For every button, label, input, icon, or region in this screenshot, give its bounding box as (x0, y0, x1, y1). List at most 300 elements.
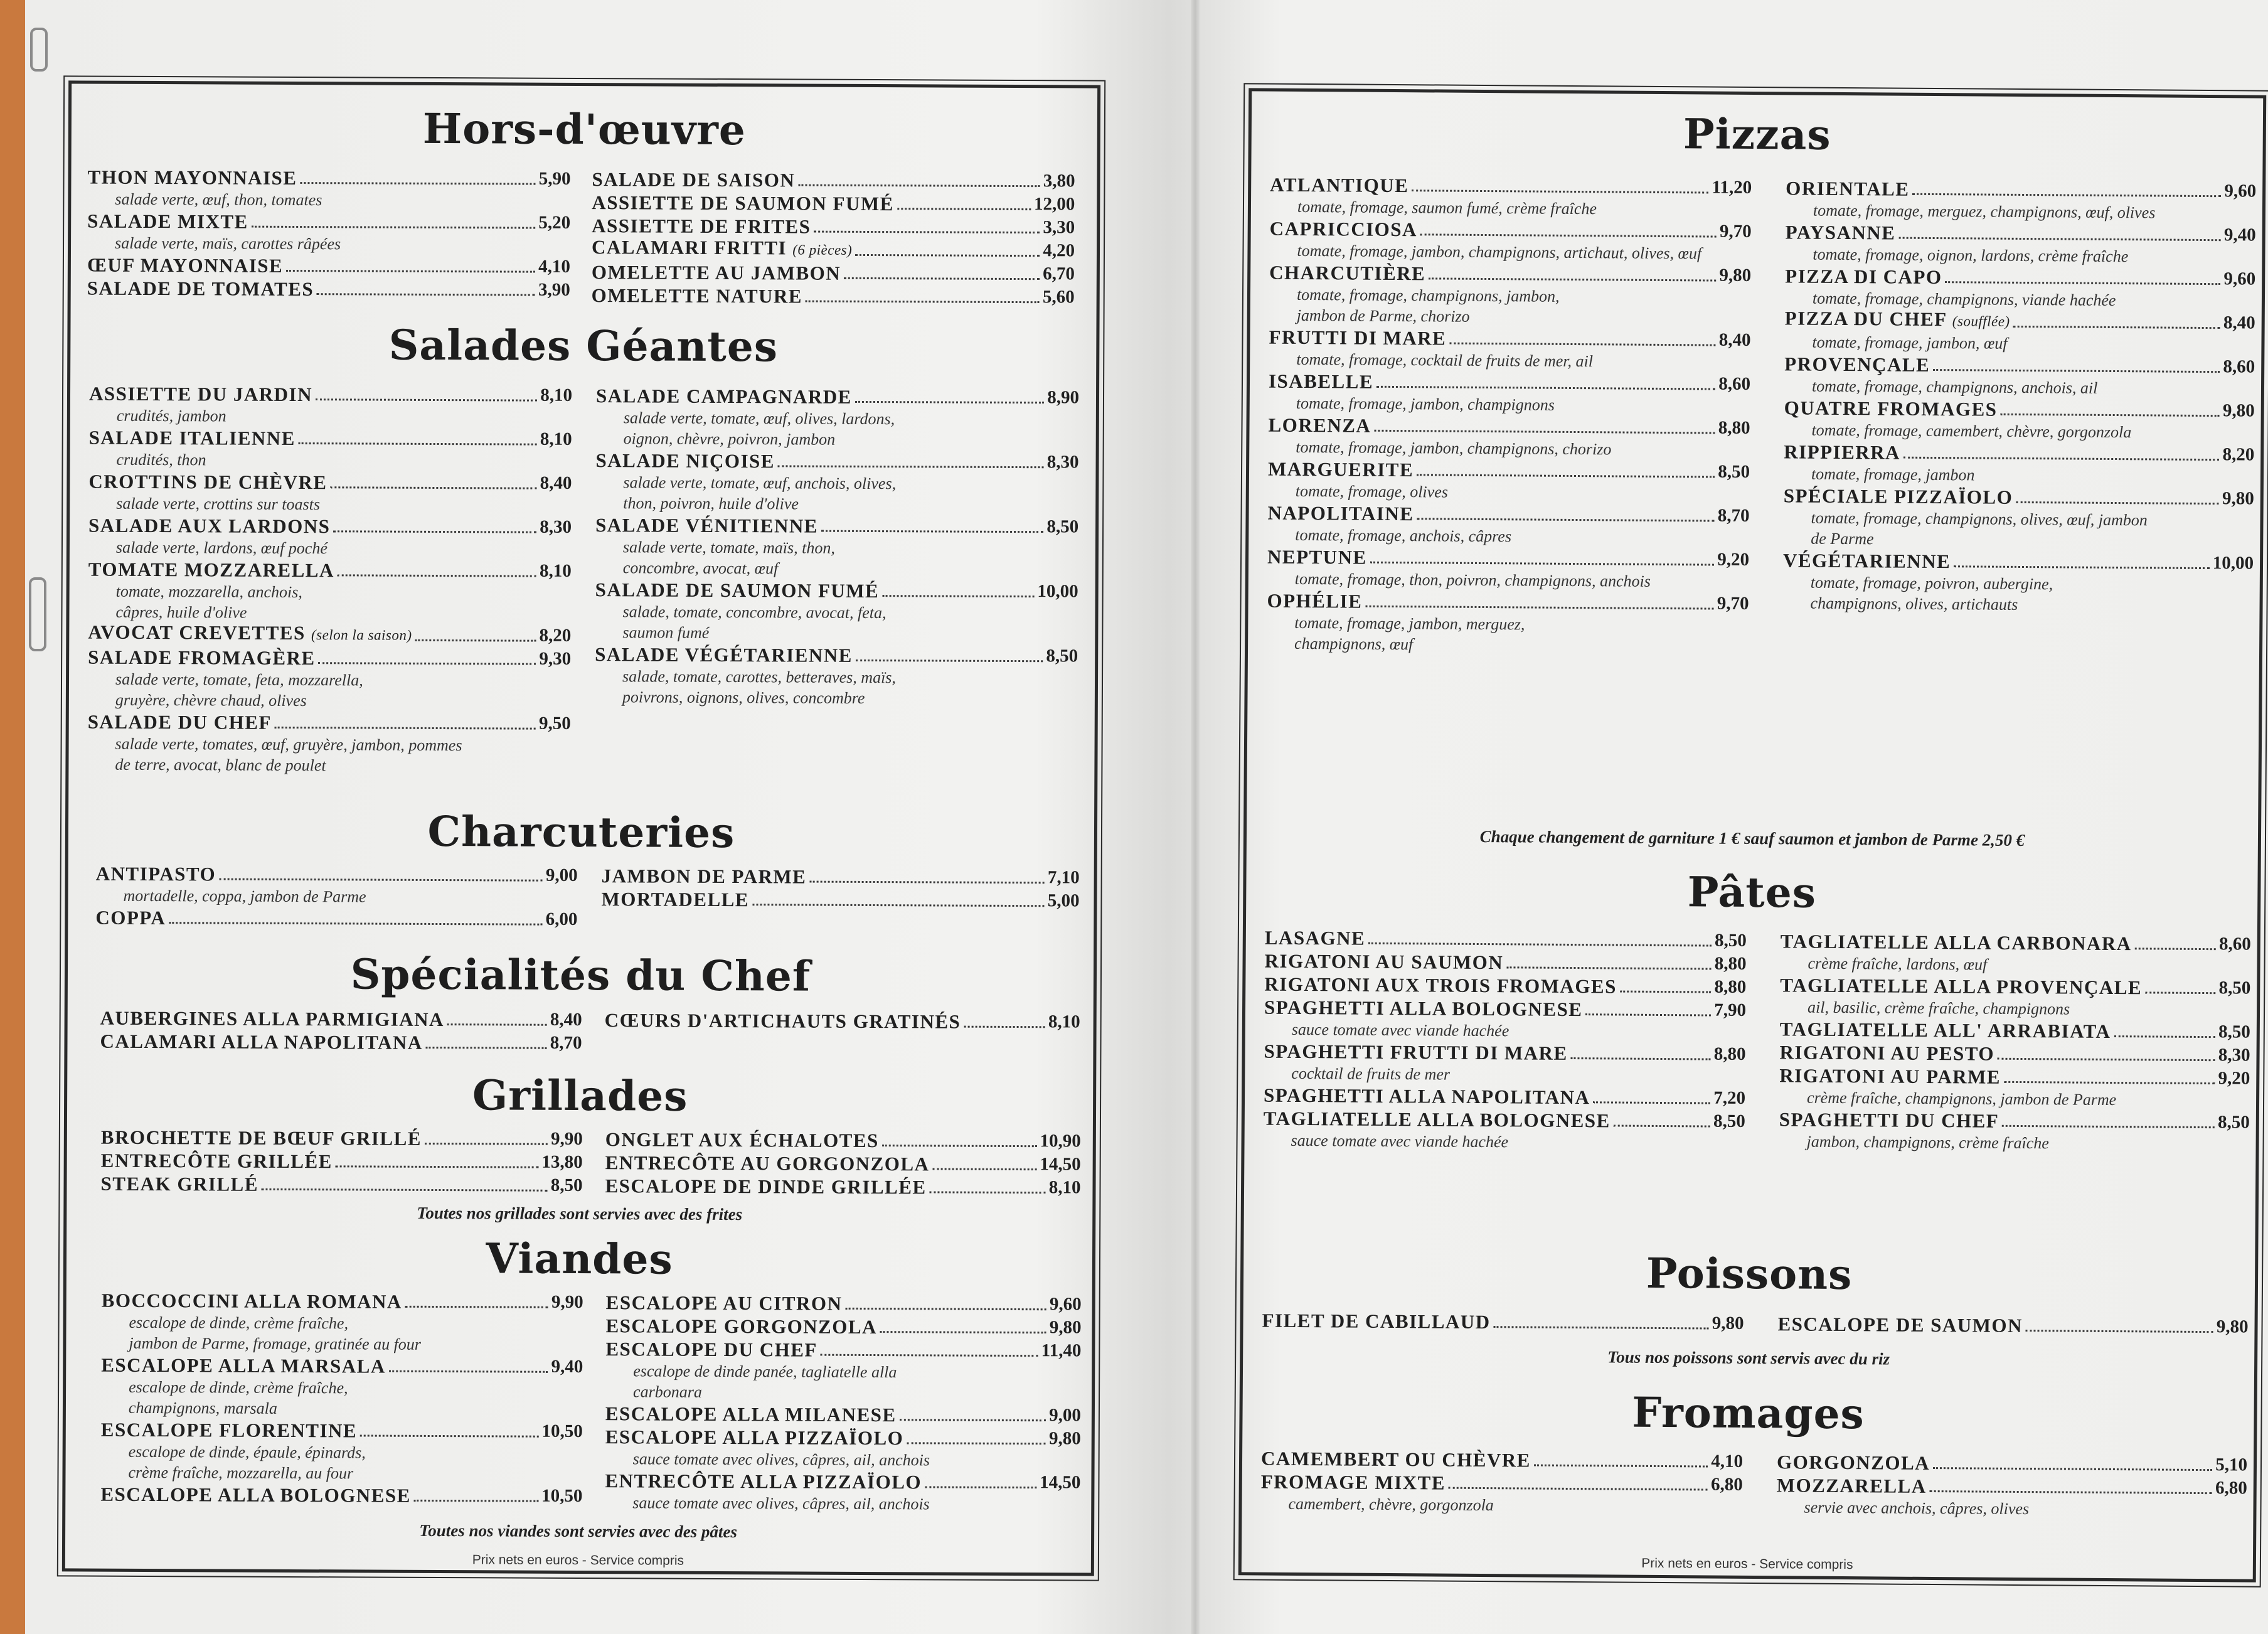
menu-item-name (596, 384, 852, 408)
menu-item (1777, 1473, 2247, 1500)
dot-leader (1912, 193, 2221, 197)
menu-item-name (605, 1008, 961, 1033)
menu-item-description: tomate, fromage, camembert, chèvre, gorgonzola (1811, 420, 2132, 442)
specialites-column-1 (100, 1007, 582, 1055)
menu-item-name-text: CHARCUTIÈRE (1269, 261, 1426, 285)
menu-item-description: câpres, huile d'olive (115, 602, 247, 622)
menu-item-price: 8,20 (539, 625, 572, 646)
dot-leader (1494, 1326, 1709, 1329)
menu-item (1784, 484, 2254, 510)
menu-item-price: 8,70 (1717, 505, 1750, 526)
menu-item-name (100, 1007, 444, 1031)
menu-item-name-text: AVOCAT CREVETTES (88, 621, 306, 644)
menu-item-name (1780, 1017, 2111, 1043)
menu-item-description: salade verte, tomate, feta, mozzarella, (115, 670, 363, 690)
menu-item-name-text: CROTTINS DE CHÈVRE (88, 470, 327, 494)
menu-item-name (1268, 414, 1371, 437)
menu-item (100, 1172, 582, 1197)
menu-item-name-text: LORENZA (1268, 414, 1371, 437)
menu-item-price: 8,50 (1046, 646, 1078, 666)
menu-item-name-text: SPAGHETTI FRUTTI DI MARE (1264, 1040, 1568, 1064)
menu-item-name-text: VÉGÉTARIENNE (1782, 549, 1951, 573)
dot-leader (330, 486, 536, 489)
dot-leader (855, 254, 1040, 257)
dot-leader (2016, 501, 2219, 505)
menu-item-name (1267, 589, 1362, 613)
menu-item-price: 8,80 (1718, 417, 1750, 438)
menu-item (605, 1402, 1081, 1427)
dot-leader (1534, 1465, 1708, 1468)
menu-item-name-text: PAYSANNE (1785, 221, 1896, 244)
menu-item-name-text: SALADE NIÇOISE (595, 449, 775, 473)
menu-item (601, 887, 1079, 912)
menu-item-price: 10,50 (541, 1421, 583, 1442)
section-title-pizzas: Pizzas (1683, 109, 1831, 159)
menu-item-name-text: TAGLIATELLE ALL' ARRABIATA (1779, 1018, 2111, 1042)
menu-item-name (595, 578, 880, 602)
menu-item (602, 864, 1080, 889)
menu-item (1268, 414, 1750, 440)
menu-item-price: 3,80 (1043, 171, 1075, 191)
menu-item-description: jambon, champignons, crème fraîche (1806, 1132, 2050, 1153)
menu-item-description: tomate, fromage, oignon, lardons, crème fraîche (1813, 245, 2129, 266)
menu-item-name (595, 643, 853, 667)
menu-item-description: crudités, jambon (116, 406, 226, 425)
menu-item-description: tomate, fromage, jambon, champignons, artichaut, olives, œuf (1297, 241, 1702, 263)
menu-item-name (1264, 1084, 1590, 1109)
menu-item-price: 8,30 (1046, 452, 1079, 473)
menu-item (95, 906, 577, 931)
menu-item-name-text: PIZZA DI CAPO (1785, 265, 1942, 289)
menu-item-description: sauce tomate avec viande hachée (1291, 1131, 1509, 1151)
menu-item-name (1779, 1040, 1994, 1065)
dot-leader (316, 398, 537, 402)
viandes-column-2 (605, 1291, 1082, 1515)
dot-leader (1370, 562, 1715, 566)
menu-item-name-text: MOZZARELLA (1776, 1474, 1927, 1497)
menu-item-name (605, 1425, 904, 1450)
menu-item-price: 9,90 (551, 1128, 583, 1150)
menu-item-name (88, 514, 330, 538)
menu-item-description: sauce tomate avec olives, câpres, ail, anchois (632, 1450, 930, 1470)
menu-item-name-text: BOCCOCCINI ALLA ROMANA (101, 1289, 402, 1313)
dot-leader (809, 881, 1045, 884)
menu-item-name (605, 1151, 930, 1175)
menu-item-name-text: SALADE DE SAISON (592, 168, 796, 191)
menu-item-name-text: SALADE DE SAUMON FUMÉ (595, 579, 880, 602)
dot-leader (2002, 1125, 2215, 1128)
menu-item-description: saumon fumé (622, 623, 710, 642)
dot-leader (798, 184, 1040, 187)
menu-item (1264, 1040, 1745, 1066)
menu-item-price: 9,00 (545, 865, 578, 885)
menu-item-description: salade verte, maïs, carottes râpées (114, 233, 341, 254)
menu-item-price: 9,60 (2224, 181, 2257, 201)
pizzas-column-1 (1267, 173, 1752, 657)
dot-leader (319, 662, 536, 665)
menu-item (1783, 548, 2254, 575)
grillades-note: Toutes nos grillades sont servies avec des frites (417, 1203, 743, 1224)
menu-item-description: servie avec anchois, câpres, olives (1804, 1498, 2030, 1519)
menu-item-name (601, 887, 749, 911)
menu-item-price: 5,00 (1047, 890, 1080, 911)
menu-item-price: 5,90 (538, 168, 571, 189)
menu-item-description: crème fraîche, lardons, œuf (1807, 954, 1988, 974)
menu-item-price: 9,80 (1719, 265, 1752, 286)
menu-item-name-text: OMELETTE NATURE (591, 284, 803, 307)
menu-item (1779, 1108, 2250, 1134)
menu-item-price: 8,20 (2222, 444, 2255, 465)
menu-item-name (1777, 1312, 2023, 1337)
section-title-viandes: Viandes (486, 1234, 673, 1284)
menu-item-price: 9,70 (1719, 221, 1752, 242)
dot-leader (1620, 991, 1712, 993)
menu-item-price: 8,50 (2218, 978, 2251, 998)
dot-leader (1898, 237, 2221, 242)
menu-item (102, 1289, 583, 1314)
menu-item-name-text: AUBERGINES ALLA PARMIGIANA (100, 1007, 445, 1031)
section-title-grillades: Grillades (472, 1071, 688, 1121)
menu-item-price: 8,50 (550, 1175, 583, 1196)
menu-item-price: 8,50 (2218, 1022, 2250, 1042)
menu-item-name-text: SPAGHETTI ALLA BOLOGNESE (1264, 996, 1583, 1021)
pates-column-2 (1779, 929, 2250, 1155)
menu-item-name-text: FROMAGE MIXTE (1260, 1470, 1446, 1494)
dot-leader (414, 1500, 538, 1502)
menu-item-name-text: RIGATONI AU PESTO (1779, 1041, 1995, 1065)
menu-item (1786, 220, 2256, 247)
menu-item-price: 9,20 (2218, 1068, 2250, 1089)
menu-item-name (605, 1128, 879, 1152)
menu-item (595, 643, 1078, 668)
menu-item-name-text: ŒUF MAYONNAISE (87, 254, 284, 277)
menu-item-price: 7,10 (1047, 867, 1080, 888)
dot-leader (806, 301, 1040, 304)
dot-leader (1420, 233, 1717, 237)
dot-leader (262, 1188, 548, 1192)
menu-item-price: 9,80 (2222, 488, 2254, 509)
menu-item-name-text: SALADE MIXTE (87, 210, 248, 233)
viandes-note: Toutes nos viandes sont servies avec des pâtes (419, 1520, 738, 1542)
menu-item-price: 8,40 (550, 1009, 582, 1030)
hors-doeuvre-column-1 (87, 166, 571, 302)
menu-item-description: sauce tomate avec viande hachée (1291, 1020, 1509, 1040)
menu-item-description: poivrons, oignons, olives, concombre (622, 688, 865, 707)
menu-item-name (1267, 501, 1414, 526)
menu-item-price: 3,30 (1043, 217, 1075, 238)
dot-leader (1954, 565, 2210, 569)
menu-item-description: salade verte, tomate, maïs, thon, (622, 538, 835, 557)
menu-item-description: tomate, fromage, champignons, jambon, (1296, 285, 1560, 306)
menu-item (100, 1483, 582, 1508)
menu-item (1784, 440, 2254, 466)
dot-leader (1417, 474, 1715, 478)
menu-item (1264, 1084, 1745, 1110)
menu-item (605, 1469, 1080, 1494)
menu-item-description: salade verte, lardons, œuf poché (115, 538, 327, 558)
menu-item-price: 3,90 (538, 279, 570, 300)
dot-leader (821, 1354, 1038, 1357)
dot-leader (1933, 1467, 2212, 1471)
menu-item-description: de terre, avocat, blanc de poulet (115, 755, 326, 775)
menu-item-name (1264, 1040, 1567, 1065)
menu-item-note: (soufflée) (1952, 313, 2010, 329)
menu-item (592, 168, 1075, 193)
menu-item-name-text: ESCALOPE ALLA PIZZAÏOLO (605, 1426, 904, 1450)
dot-leader (1998, 1058, 2215, 1061)
menu-item-name-text: TAGLIATELLE ALLA BOLOGNESE (1263, 1107, 1610, 1132)
menu-item-name (605, 1469, 922, 1493)
menu-item (1777, 1450, 2247, 1476)
menu-item-name-text: COPPA (95, 906, 166, 929)
dot-leader (1368, 942, 1712, 947)
pizzas-column-2 (1782, 176, 2256, 616)
menu-item-price: 5,60 (1042, 287, 1075, 307)
menu-item-price: 12,00 (1034, 194, 1075, 215)
dot-leader (1429, 277, 1716, 281)
dot-leader (1585, 1013, 1711, 1016)
menu-item-price: 8,50 (1714, 930, 1747, 951)
menu-item (595, 449, 1078, 474)
dot-leader (426, 1047, 547, 1049)
menu-item-name (605, 1174, 926, 1199)
menu-item (88, 622, 571, 648)
menu-item-price: 6,80 (2215, 1478, 2247, 1498)
menu-item-name (87, 166, 297, 190)
menu-item-description: tomate, fromage, jambon, œuf (1812, 333, 2008, 353)
menu-item (88, 558, 572, 583)
section-title-poissons: Poissons (1646, 1248, 1853, 1300)
menu-item-name-text: CAPRICCIOSA (1269, 217, 1418, 241)
dot-leader (1945, 281, 2220, 285)
menu-item (87, 254, 570, 279)
menu-item-name-text: ESCALOPE AU CITRON (605, 1291, 843, 1315)
menu-item-name (1270, 173, 1408, 198)
menu-item-name-text: TAGLIATELLE ALLA CARBONARA (1780, 930, 2132, 955)
dot-leader (752, 904, 1045, 907)
menu-item-name (101, 1149, 333, 1173)
menu-item-name (89, 426, 295, 450)
dot-leader (299, 442, 537, 446)
dot-leader (336, 1165, 539, 1168)
menu-item-name (1261, 1470, 1445, 1495)
menu-item (1267, 545, 1749, 572)
menu-item-name-text: CŒURS D'ARTICHAUTS GRATINÉS (604, 1009, 961, 1033)
menu-item (605, 1151, 1081, 1176)
menu-item-description: tomate, fromage, poivron, aubergine, (1810, 573, 2053, 594)
menu-item (89, 426, 572, 451)
menu-item-name-text: FRUTTI DI MARE (1269, 326, 1447, 350)
menu-item-name (1261, 1447, 1531, 1472)
menu-item-price: 10,50 (541, 1485, 583, 1507)
menu-item-description: mortadelle, coppa, jambon de Parme (123, 886, 366, 906)
menu-item-name-text: TOMATE MOZZARELLA (88, 558, 334, 582)
dot-leader (2026, 1330, 2213, 1333)
menu-item-price: 8,10 (539, 560, 572, 581)
menu-item-price: 8,80 (1714, 953, 1747, 974)
menu-item-name-text: SALADE CAMPAGNARDE (595, 385, 852, 408)
dot-leader (1376, 386, 1715, 390)
dot-leader (855, 401, 1044, 403)
menu-item-name-text: ESCALOPE DE SAUMON (1777, 1313, 2023, 1337)
menu-item (88, 646, 571, 671)
menu-item-description: champignons, olives, artichauts (1810, 594, 2018, 614)
menu-item-name (87, 210, 248, 233)
menu-item-name-text: OMELETTE AU JAMBON (591, 261, 841, 284)
menu-item-description: tomate, fromage, olives (1295, 481, 1449, 501)
dot-leader (900, 1419, 1046, 1421)
menu-item-name-text: RIGATONI AU PARME (1779, 1064, 2001, 1088)
menu-item-name (1268, 457, 1414, 482)
dot-leader (1593, 1101, 1710, 1104)
menu-item-name (595, 513, 818, 538)
menu-item-description: tomate, fromage, merguez, champignons, œuf, olives (1813, 201, 2156, 222)
section-title-salades: Salades Géantes (388, 320, 779, 371)
dot-leader (964, 1026, 1045, 1028)
menu-item-name (101, 1126, 422, 1150)
menu-item-price: 8,40 (2223, 312, 2255, 333)
dot-leader (880, 1331, 1046, 1333)
menu-item-name-text: CALAMARI FRITTI (591, 236, 787, 259)
menu-item (87, 210, 570, 235)
menu-item-name (1784, 352, 1930, 376)
dot-leader (856, 659, 1043, 662)
dot-leader (897, 208, 1031, 210)
dot-leader (814, 231, 1040, 234)
menu-item-name-text: SALADE VÉNITIENNE (595, 514, 819, 537)
dot-leader (252, 226, 536, 229)
dot-leader (169, 922, 542, 926)
menu-item-name-text: NAPOLITAINE (1267, 501, 1414, 525)
dot-leader (1449, 1487, 1708, 1491)
menu-item-price: 9,80 (1049, 1317, 1082, 1338)
dot-leader (2145, 991, 2215, 994)
dot-leader (1365, 606, 1713, 610)
center-fold (1191, 0, 1200, 1634)
menu-item-description: escalope de dinde, crème fraîche, (129, 1313, 349, 1333)
menu-item-price: 8,10 (1048, 1177, 1081, 1198)
viandes-column-1 (100, 1289, 583, 1508)
menu-item-price: 14,50 (1040, 1154, 1081, 1175)
menu-item-description: crudités, thon (116, 450, 206, 469)
menu-item (592, 260, 1075, 286)
menu-item (1785, 308, 2255, 334)
menu-item-name-text: OPHÉLIE (1267, 589, 1363, 612)
menu-item-name (88, 646, 316, 670)
menu-item-name (1264, 996, 1583, 1022)
menu-item-name (101, 1418, 357, 1443)
dot-leader (844, 277, 1040, 280)
menu-item-name-text: SALADE DU CHEF (87, 710, 272, 734)
menu-item-name (592, 284, 802, 307)
menu-item-name-text: RIGATONI AUX TROIS FROMAGES (1264, 973, 1617, 998)
menu-item-description: tomate, fromage, jambon, merguez, (1294, 613, 1525, 634)
menu-item-name-text: FILET DE CABILLAUD (1262, 1309, 1491, 1333)
menu-item-description: salade, tomate, concombre, avocat, feta, (622, 602, 886, 622)
menu-item-name (1779, 1108, 1999, 1132)
menu-item (88, 710, 571, 735)
menu-item-name-text: MORTADELLE (601, 888, 750, 911)
menu-item-name-text: ASSIETTE DE FRITES (592, 215, 811, 238)
menu-item-name-text: ESCALOPE ALLA MILANESE (605, 1402, 897, 1426)
menu-item-name (1784, 484, 2013, 509)
menu-item-name-text: SALADE AUX LARDONS (88, 514, 331, 538)
menu-item-name-text: STEAK GRILLÉ (100, 1172, 259, 1195)
menu-item-name-text: ESCALOPE FLORENTINE (100, 1418, 358, 1442)
menu-item-description: salade verte, tomate, œuf, olives, lardons, (623, 408, 895, 429)
menu-item-name (1265, 926, 1366, 950)
menu-item (1779, 1064, 2250, 1090)
dot-leader (317, 293, 535, 296)
fromages-column-2 (1776, 1450, 2247, 1520)
salades-column-2 (595, 384, 1079, 709)
menu-item-price: 7,20 (1713, 1087, 1746, 1108)
dot-leader (389, 1370, 548, 1373)
menu-item-name-text: ASSIETTE DE SAUMON FUMÉ (592, 191, 894, 215)
menu-item-name-text: ORIENTALE (1786, 177, 1910, 200)
dot-leader (1506, 966, 1712, 969)
menu-item-price: 7,90 (1714, 1000, 1747, 1020)
menu-item-name-text: JAMBON DE PARME (601, 865, 807, 888)
grillades-column-2 (605, 1128, 1080, 1199)
dot-leader (405, 1306, 548, 1308)
menu-item (1265, 926, 1747, 953)
fromages-column-1 (1260, 1447, 1743, 1517)
menu-item-name (88, 621, 412, 647)
menu-item (1777, 1312, 2248, 1338)
page-footer: Prix nets en euros - Service compris (472, 1552, 684, 1568)
menu-item-price: 5,20 (538, 212, 571, 233)
menu-item-description: concombre, avocat, œuf (622, 558, 779, 578)
menu-item (1268, 457, 1750, 484)
menu-item-description: gruyère, chèvre chaud, olives (115, 690, 307, 710)
menu-item-name (1270, 217, 1418, 242)
dot-leader (925, 1486, 1036, 1488)
menu-item-description: de Parme (1811, 529, 1874, 548)
menu-item-name-text: RIPPIERRA (1784, 441, 1901, 464)
menu-item-name (88, 558, 334, 582)
section-title-fromages: Fromages (1632, 1387, 1865, 1439)
menu-item (595, 578, 1078, 603)
menu-item (592, 191, 1075, 216)
menu-item-price: 8,60 (1718, 373, 1751, 394)
menu-item-name (102, 1289, 402, 1313)
menu-item-price: 14,50 (1040, 1472, 1081, 1493)
dot-leader (333, 530, 536, 533)
menu-item (605, 1174, 1080, 1199)
menu-item-name-text: SPAGHETTI ALLA NAPOLITANA (1263, 1084, 1590, 1109)
menu-item-price: 6,00 (545, 909, 578, 929)
menu-item-price: 8,90 (1047, 387, 1080, 408)
menu-item-name (1777, 1450, 1930, 1475)
menu-item-name (1269, 370, 1373, 393)
dot-leader (882, 595, 1034, 597)
menu-item-price: 8,40 (1718, 329, 1751, 350)
menu-item (1264, 973, 1746, 999)
menu-item-name (100, 1030, 422, 1054)
poissons-column-2 (1777, 1312, 2248, 1338)
menu-item-description: tomate, fromage, champignons, anchois, ail (1811, 376, 2098, 397)
menu-item-note: (6 pièces) (792, 242, 853, 258)
menu-item-description: tomate, fromage, champignons, viande hachée (1812, 289, 2116, 310)
menu-item (100, 1007, 582, 1032)
menu-item-name-text: TAGLIATELLE ALLA PROVENÇALE (1780, 974, 2143, 999)
pates-column-1 (1263, 926, 1746, 1154)
menu-item-name (592, 168, 795, 191)
menu-item-name (592, 260, 841, 285)
dot-leader (1417, 518, 1714, 521)
menu-item-name-text: BROCHETTE DE BŒUF GRILLÉ (100, 1126, 422, 1150)
